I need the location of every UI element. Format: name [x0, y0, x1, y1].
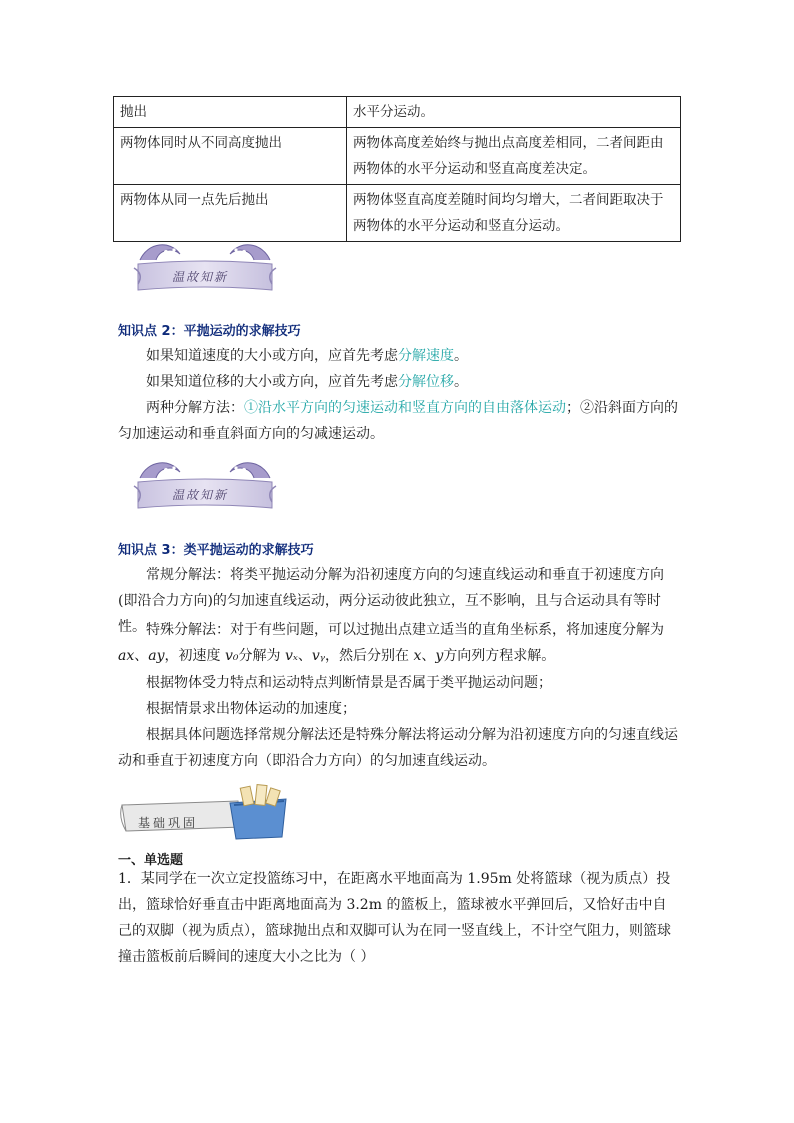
table-row [114, 185, 681, 242]
paragraph: 根据具体问题选择常规分解法还是特殊分解法将运动分解为沿初速度方向的匀速直线运动和垂直于初速度方向（即沿合力方向）的匀加速直线运动。 [118, 727, 678, 769]
paragraph: 根据情景求出物体运动的加速度； [146, 701, 356, 717]
text: 、 [297, 648, 312, 664]
text: 。 [454, 374, 468, 390]
math-var: ay [148, 648, 165, 664]
text: 、 [421, 648, 436, 664]
math-var: ax [118, 648, 135, 664]
text: ，然后分别在 [325, 648, 414, 664]
banner-text: 温故知新 [172, 488, 229, 502]
text: 方向列方程求解。 [443, 648, 556, 664]
math-var: vᵧ [311, 648, 326, 664]
text: 如果知道速度的大小或方向，应首先考虑 [146, 348, 398, 364]
highlight-text: ①沿水平方向的匀速运动和竖直方向的自由落体运动 [244, 400, 566, 416]
math-var: v₀ [224, 648, 239, 664]
table-cell: 两物体同时从不同高度抛出 [114, 128, 347, 185]
table-cell: 抛出 [114, 97, 347, 128]
math-var: vₓ [284, 648, 298, 664]
paragraph: 常规分解法：将类平抛运动分解为沿初速度方向的匀速直线运动和垂直于初速度方向(即沿合力方向)的匀加速直线运动，两分运动彼此独立，互不影响，且与合运动具有等时性。 [118, 567, 664, 635]
table-cell: 水平分运动。 [347, 97, 681, 128]
review-banner [130, 238, 280, 296]
highlight-text: 分解位移 [398, 374, 454, 390]
math-var: y [435, 648, 444, 664]
scroll-ornament-icon [130, 456, 280, 514]
math-var: x [413, 648, 422, 664]
paragraph [118, 343, 678, 369]
paragraph [118, 369, 678, 395]
text: 分解为 [238, 648, 285, 664]
table-row [114, 97, 681, 128]
question-text: 1．某同学在一次立定投篮练习中，在距离水平地面高为 1.95m 处将篮球（视为质点）投出，篮球恰好垂直击中距离地面高为 3.2m 的篮板上，篮球被水平弹回后，又恰好击中自己的双脚（视为质点），篮球抛出点和双脚可认为在同一竖直线上，不计空气阻力，则篮球撞击篮板前后瞬间的速度大小之比为（ ） [118, 871, 671, 965]
banner-text: 基础巩固 [138, 816, 199, 830]
table-cell: 两物体竖直高度差随时间均匀增大，二者间距取决于两物体的水平分运动和竖直分运动。 [347, 185, 681, 242]
knowledge-point-title: 知识点 3：类平抛运动的求解技巧 [118, 543, 314, 558]
text: 。 [454, 348, 468, 364]
text: ，初速度 [164, 648, 225, 664]
text: ；②沿斜面方向的匀加速运动和垂直斜面方向的匀减速运动。 [118, 400, 678, 442]
paragraph [118, 395, 678, 447]
table-cell: 两物体从同一点先后抛出 [114, 185, 347, 242]
section-title: 一、单选题 [118, 853, 184, 868]
scroll-bucket-icon [118, 783, 298, 841]
table-row [114, 128, 681, 185]
comparison-table [113, 96, 681, 242]
text: 两种分解方法： [146, 400, 244, 416]
basic-consolidation-banner [118, 783, 298, 841]
text: 特殊分解法：对于有些问题，可以过抛出点建立适当的直角坐标系，将加速度分解为 [146, 622, 664, 638]
scroll-ornament-icon [130, 238, 280, 296]
banner-text: 温故知新 [172, 270, 229, 284]
review-banner [130, 456, 280, 514]
text: 、 [134, 648, 149, 664]
paragraph: 根据物体受力特点和运动特点判断情景是否属于类平抛运动问题； [146, 675, 552, 691]
table-cell: 两物体高度差始终与抛出点高度差相同，二者间距由两物体的水平分运动和竖直高度差决定。 [347, 128, 681, 185]
highlight-text: 分解速度 [398, 348, 454, 364]
text: 如果知道位移的大小或方向，应首先考虑 [146, 374, 398, 390]
paragraph [118, 617, 678, 669]
knowledge-point-title: 知识点 2：平抛运动的求解技巧 [118, 324, 301, 339]
